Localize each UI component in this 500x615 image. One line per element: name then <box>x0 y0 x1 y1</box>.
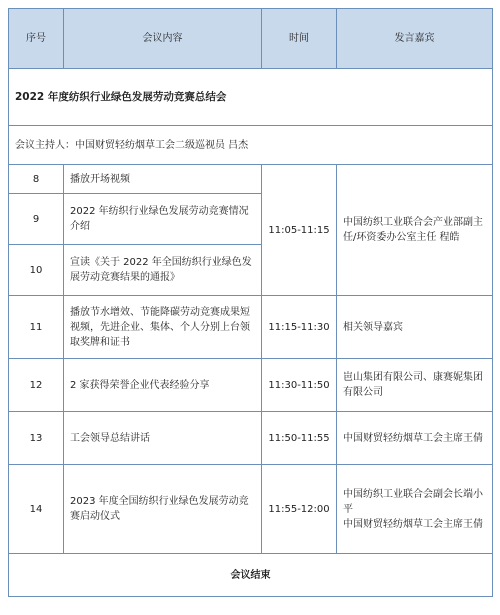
row-number: 13 <box>9 412 64 465</box>
row-content: 2023 年度全国纺织行业绿色发展劳动竞赛启动仪式 <box>64 465 262 554</box>
header-time: 时间 <box>262 9 337 69</box>
closing-text: 会议结束 <box>9 554 493 597</box>
agenda-table <box>8 8 493 597</box>
row-time: 11:30-11:50 <box>262 359 337 412</box>
table-row <box>9 296 493 359</box>
host-line: 会议主持人：中国财贸轻纺烟草工会二级巡视员 吕杰 <box>9 126 493 165</box>
row-speaker-second: 中国财贸轻纺烟草工会主席王倩 <box>343 518 483 530</box>
header-content: 会议内容 <box>64 9 262 69</box>
row-number: 10 <box>9 245 64 296</box>
row-content: 2022 年纺织行业绿色发展劳动竞赛情况介绍 <box>64 194 262 245</box>
row-speaker: 中国财贸轻纺烟草工会主席王倩 <box>337 412 493 465</box>
table-header-row <box>9 9 493 69</box>
agenda-document <box>8 8 492 611</box>
row-speakers <box>337 465 493 554</box>
host-row <box>9 126 493 165</box>
table-row <box>9 465 493 554</box>
row-speaker: 中国纺织工业联合会副会长端小平 <box>343 488 483 515</box>
header-no: 序号 <box>9 9 64 69</box>
row-number: 8 <box>9 165 64 194</box>
row-number: 14 <box>9 465 64 554</box>
row-number: 12 <box>9 359 64 412</box>
row-speaker: 相关领导嘉宾 <box>337 296 493 359</box>
row-content: 播放开场视频 <box>64 165 262 194</box>
row-time: 11:55-12:00 <box>262 465 337 554</box>
merged-speaker: 中国纺织工业联合会产业部副主任/环资委办公室主任 程皓 <box>337 165 493 296</box>
row-content: 播放节水增效、节能降碳劳动竞赛成果短视频，先进企业、集体、个人分别上台领取奖牌和证书 <box>64 296 262 359</box>
row-content: 工会领导总结讲话 <box>64 412 262 465</box>
row-content: 宣读《关于 2022 年全国纺织行业绿色发展劳动竞赛结果的通报》 <box>64 245 262 296</box>
session-title: 2022 年度纺织行业绿色发展劳动竞赛总结会 <box>9 69 493 126</box>
table-row <box>9 165 493 194</box>
closing-row <box>9 554 493 597</box>
row-number: 11 <box>9 296 64 359</box>
row-content: 2 家获得荣誉企业代表经验分享 <box>64 359 262 412</box>
row-time: 11:15-11:30 <box>262 296 337 359</box>
table-row <box>9 412 493 465</box>
merged-time: 11:05-11:15 <box>262 165 337 296</box>
row-time: 11:50-11:55 <box>262 412 337 465</box>
table-row <box>9 359 493 412</box>
row-number: 9 <box>9 194 64 245</box>
header-speaker: 发言嘉宾 <box>337 9 493 69</box>
row-speaker: 岜山集团有限公司、康赛妮集团有限公司 <box>337 359 493 412</box>
session-title-row <box>9 69 493 126</box>
